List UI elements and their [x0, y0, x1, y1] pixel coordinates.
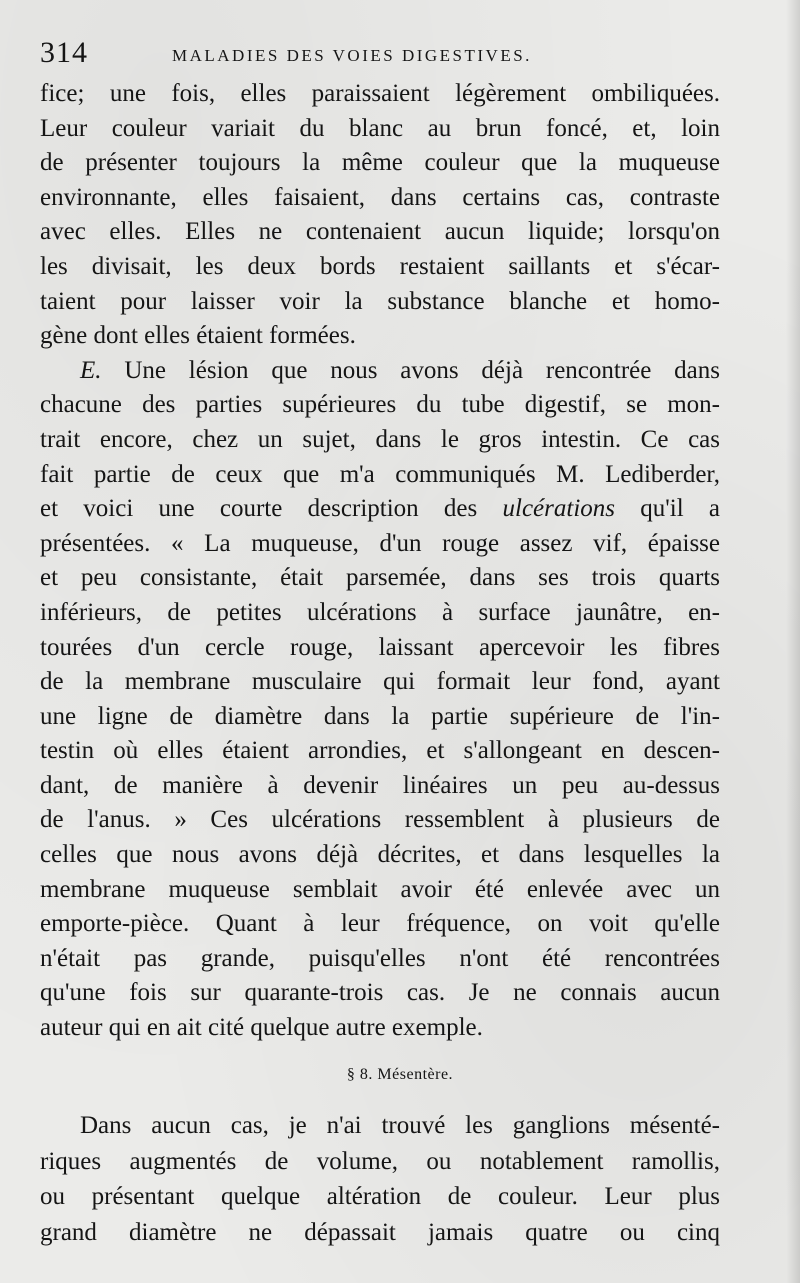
- text-line: ou présentant quelque altération de couleur. Leur plus: [40, 1183, 720, 1210]
- text-line: testin où elles étaient arrondies, et s'allongeant en descen-: [40, 737, 720, 765]
- body-text-section: [40, 1108, 720, 1250]
- paragraph-first-line: [40, 354, 720, 389]
- text-line-with-italic: [40, 492, 720, 527]
- text-line: tourées d'un cercle rouge, laissant apercevoir les fibres: [40, 633, 720, 661]
- text-line: fice; une fois, elles paraissaient légèrement ombiliquées.: [40, 80, 720, 107]
- text-line: fait partie de ceux que m'a communiqués M. Lediberder,: [40, 460, 720, 488]
- text-line: une ligne de diamètre dans la partie supérieure de l'in-: [40, 702, 720, 730]
- text-line: riques augmentés de volume, ou notablement ramollis,: [40, 1147, 720, 1175]
- text-line: auteur qui en ait cité quelque autre exemple.: [40, 1014, 483, 1042]
- text-line: trait encore, chez un sujet, dans le gros intestin. Ce cas: [40, 425, 720, 453]
- text-line: présentées. « La muqueuse, d'un rouge assez vif, épaisse: [40, 529, 720, 557]
- text-line: qu'une fois sur quarante-trois cas. Je ne connais aucun: [40, 979, 720, 1007]
- text-line: celles que nous avons déjà décrites, et dans lesquelles la: [40, 841, 720, 869]
- text-line: emporte-pièce. Quant à leur fréquence, on voit qu'elle: [40, 910, 720, 938]
- text-line: avec elles. Elles ne contenaient aucun liquide; lorsqu'on: [40, 218, 720, 246]
- paragraph-label: E.: [80, 356, 102, 384]
- text-line: taient pour laisser voir la substance blanche et homo-: [40, 287, 720, 315]
- text-line: de l'anus. » Ces ulcérations ressemblent à plusieurs de: [40, 806, 720, 834]
- text-line: de présenter toujours la même couleur que la muqueuse: [40, 149, 720, 177]
- text-line: grand diamètre ne dépassait jamais quatre ou cinq: [40, 1218, 720, 1246]
- text-line: environnante, elles faisaient, dans certains cas, contraste: [40, 183, 720, 211]
- running-head: [40, 30, 760, 80]
- text-line: dant, de manière à devenir linéaires un peu au-dessus: [40, 771, 720, 799]
- text-line: inférieurs, de petites ulcérations à surface jaunâtre, en-: [40, 598, 720, 626]
- body-text: [40, 77, 720, 1046]
- text-line: et peu consistante, était parsemée, dans ses trois quarts: [40, 564, 720, 592]
- text-segment: et voici une courte description des: [40, 495, 503, 523]
- text-line: membrane muqueuse semblait avoir été enlevée avec un: [40, 875, 720, 903]
- text-line: Leur couleur variait du blanc au brun foncé, et, loin: [40, 114, 720, 142]
- text-line: de la membrane musculaire qui formait leur fond, ayant: [40, 668, 720, 696]
- page-number: 314: [40, 36, 88, 69]
- text-line: les divisait, les deux bords restaient saillants et s'écar-: [40, 252, 720, 280]
- running-title: MALADIES DES VOIES DIGESTIVES.: [172, 46, 532, 65]
- text-line: n'était pas grande, puisqu'elles n'ont été rencontrées: [40, 944, 720, 972]
- text-line: chacune des parties supérieures du tube digestif, se mon-: [40, 391, 720, 419]
- italic-term: ulcérations: [502, 495, 615, 523]
- text-segment: qu'il a: [615, 495, 720, 523]
- text-line: gène dont elles étaient formées.: [40, 322, 356, 350]
- text-line: Dans aucun cas, je n'ai trouvé les ganglions mésenté-: [80, 1112, 720, 1139]
- paragraph-first-line-text: Une lésion que nous avons déjà rencontrée dans: [101, 356, 720, 384]
- page-edge-shadow: [786, 0, 800, 1283]
- section-heading: § 8. Mésentère.: [346, 1066, 454, 1083]
